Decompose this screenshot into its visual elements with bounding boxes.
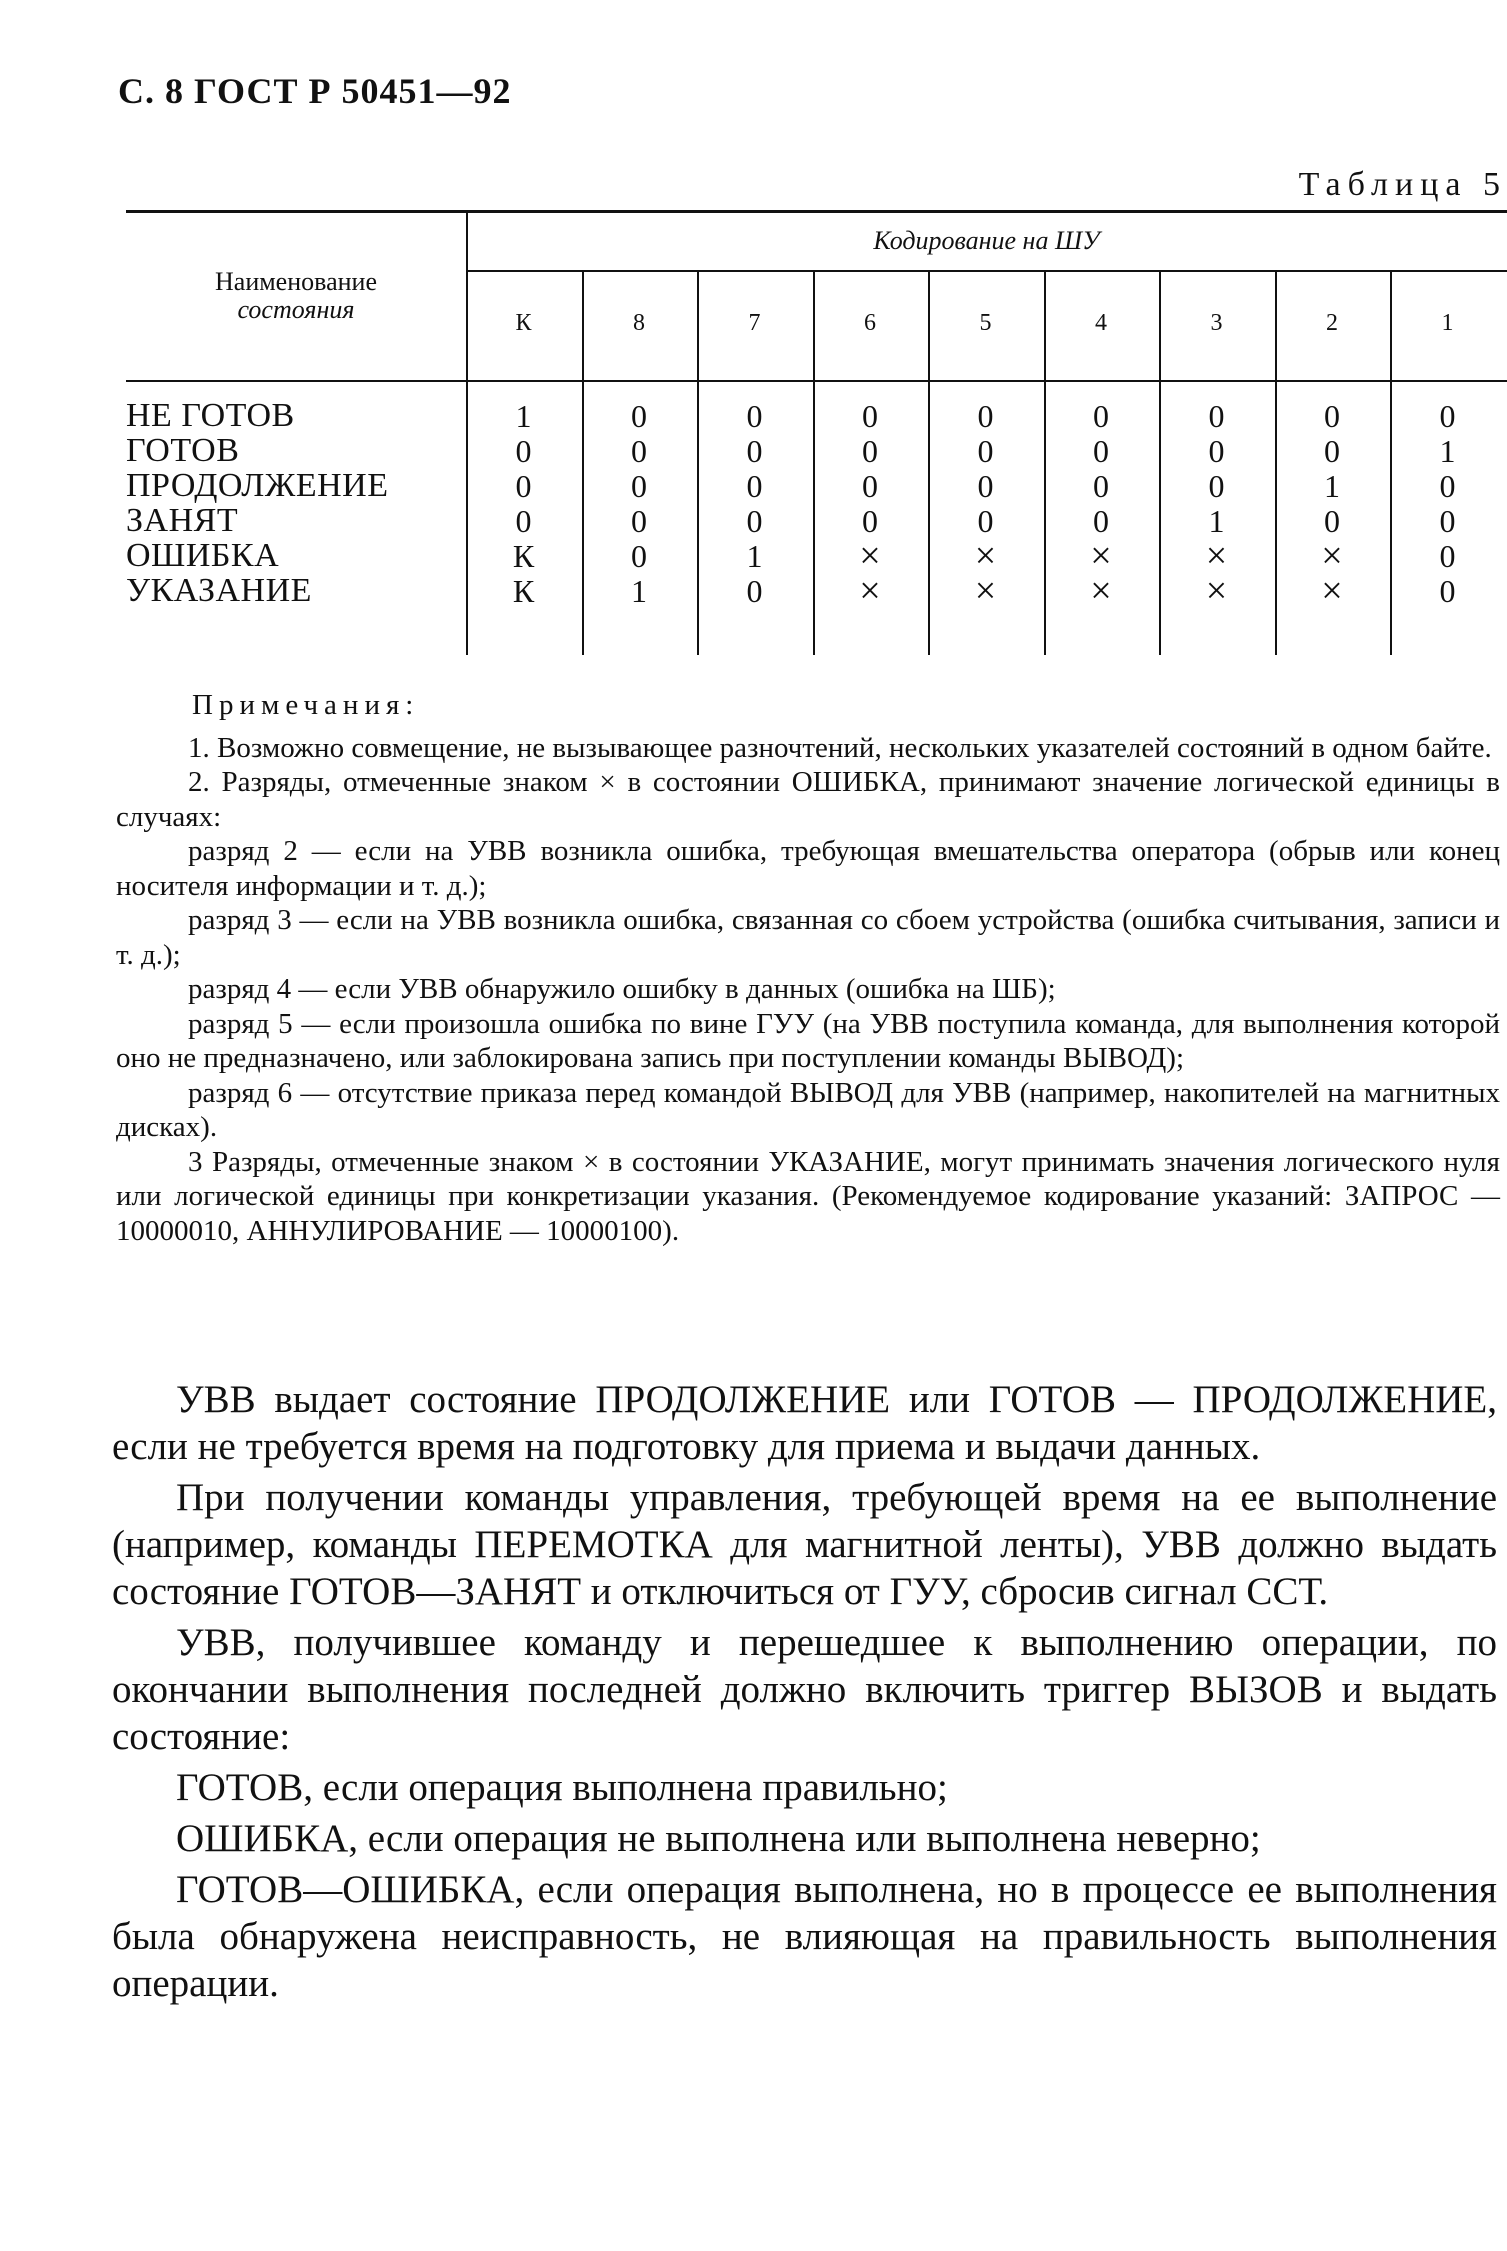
table-cell: × xyxy=(1321,570,1343,612)
table-cell: 0 xyxy=(1439,573,1456,609)
table-cell: × xyxy=(974,570,997,612)
table-cell: 0 xyxy=(862,398,878,434)
table-cell: 0 xyxy=(746,503,763,539)
body-paragraph-6: ГОТОВ—ОШИБКА, если операция выполнена, но в процессе ее выполнения была обнаружена неисправность, не влияющая на правильность выполнения операции. xyxy=(112,1868,1497,2005)
table-cell: 0 xyxy=(1093,433,1109,469)
table-cell: 0 xyxy=(1439,398,1456,434)
table-cell: 0 xyxy=(746,573,763,609)
table-cell: 0 xyxy=(515,468,532,504)
body-paragraph-3: УВВ, получившее команду и перешедшее к выполнению операции, по окончании выполнения последней должно включить триггер ВЫЗОВ и выдать состояние: xyxy=(112,1621,1497,1758)
table-row-label: ГОТОВ xyxy=(126,432,240,469)
note-1: 1. Возможно совмещение, не вызывающее разночтений, нескольких указателей состояний в одном байте. xyxy=(188,731,1492,764)
column-header-state-name-line1: Наименование xyxy=(215,267,377,296)
column-header-bit: 1 xyxy=(1441,310,1454,336)
table-cell: 0 xyxy=(1439,503,1456,539)
page-header: С. 8 ГОСТ Р 50451—92 xyxy=(118,71,512,111)
table-cell: 1 xyxy=(746,538,763,574)
table-cell: × xyxy=(859,570,881,612)
table-row-label: ЗАНЯТ xyxy=(126,502,239,539)
table-cell: × xyxy=(1321,535,1343,577)
column-header-bit: 4 xyxy=(1095,310,1107,336)
column-header-state-name xyxy=(126,268,466,324)
column-header-bit: 3 xyxy=(1210,310,1223,336)
table-cell: 0 xyxy=(1324,398,1340,434)
table-cell: 0 xyxy=(746,468,763,504)
table-row-label: НЕ ГОТОВ xyxy=(126,397,295,434)
table-row-label: УКАЗАНИЕ xyxy=(126,572,312,609)
table-cell: 0 xyxy=(631,398,647,434)
body-text xyxy=(112,1376,1497,2011)
table-cell: 0 xyxy=(1208,398,1225,434)
table-cell: 0 xyxy=(631,468,647,504)
note-2-bit-6: разряд 6 — отсутствие приказа перед командой ВЫВОД для УВВ (например, накопителей на магнитных дисках). xyxy=(116,1076,1500,1143)
table-cell: 0 xyxy=(1439,468,1456,504)
table-cell: 0 xyxy=(977,468,994,504)
table-cell: 0 xyxy=(977,398,994,434)
notes-title: Примечания: xyxy=(192,689,420,721)
table-cell: × xyxy=(974,535,997,577)
note-2-bit-5: разряд 5 — если произошла ошибка по вине ГУУ (на УВВ поступила команда, для выполнения которой оно не предназначено, или заблокирована запись при поступлении команды ВЫВОД); xyxy=(116,1007,1500,1074)
table-header-rule xyxy=(126,380,1507,382)
table-cell: 1 xyxy=(1439,433,1456,469)
table-cell: 0 xyxy=(977,503,994,539)
table-cell: 0 xyxy=(1208,433,1225,469)
table-cell: 0 xyxy=(631,433,647,469)
table-cell: 1 xyxy=(515,398,532,434)
note-2: 2. Разряды, отмеченные знаком × в состоянии ОШИБКА, принимают значение логической единицы в случаях: xyxy=(116,766,1500,833)
body-paragraph-2: При получении команды управления, требующей время на ее выполнение (например, команды ПЕРЕМОТКА для магнитной ленты), УВВ должно выдать состояние ГОТОВ—ЗАНЯТ и отключиться от ГУУ, сбросив сигнал ССТ. xyxy=(112,1476,1497,1613)
body-paragraph-4: ГОТОВ, если операция выполнена правильно; xyxy=(176,1766,948,1809)
table-cell: 0 xyxy=(1324,503,1340,539)
table-row-label: ОШИБКА xyxy=(126,537,280,574)
table-cell: 0 xyxy=(631,538,647,574)
note-2-bit-3: разряд 3 — если на УВВ возникла ошибка, связанная со сбоем устройства (ошибка считывания, записи и т. д.); xyxy=(116,904,1500,971)
body-paragraph-5: ОШИБКА, если операция не выполнена или выполнена неверно; xyxy=(176,1817,1261,1860)
table-cell: 0 xyxy=(1093,398,1109,434)
table-cell: 1 xyxy=(1324,468,1340,504)
column-header-bit: 2 xyxy=(1326,310,1338,336)
table-cell: 0 xyxy=(862,503,878,539)
table-cell: 0 xyxy=(977,433,994,469)
column-header-bit: 8 xyxy=(633,310,645,336)
table-title: Таблица 5 xyxy=(1298,166,1507,203)
column-header-bit: 5 xyxy=(979,310,992,336)
note-2-bit-2: разряд 2 — если на УВВ возникла ошибка, требующая вмешательства оператора (обрыв или конец носителя информации и т. д.); xyxy=(116,835,1500,902)
table-subheader-rule xyxy=(466,270,1507,272)
table-top-rule xyxy=(126,210,1507,213)
notes-section xyxy=(116,688,1500,1248)
table-cell: 0 xyxy=(746,398,763,434)
table-cell: 0 xyxy=(515,433,532,469)
table-cell: × xyxy=(1090,570,1112,612)
note-2-bit-4: разряд 4 — если УВВ обнаружило ошибку в данных (ошибка на ШБ); xyxy=(188,973,1056,1005)
column-header-coding: Кодирование на ШУ xyxy=(873,226,1100,255)
column-header-bit: 6 xyxy=(864,310,876,336)
table-cell: 0 xyxy=(746,433,763,469)
note-3: 3 Разряды, отмеченные знаком × в состоянии УКАЗАНИЕ, могут принимать значения логического нуля или логической единицы при конкретизации указания. (Рекомендуемое кодирование указаний: ЗАПРОС — 10000010, АННУЛИРОВАНИЕ — 10000100). xyxy=(116,1145,1500,1247)
table-cell: 0 xyxy=(862,468,878,504)
table-cell: 1 xyxy=(1208,503,1225,539)
table-cell: × xyxy=(859,535,881,577)
table-cell: 1 xyxy=(631,573,647,609)
table-cell: 0 xyxy=(515,503,532,539)
table-cell: К xyxy=(512,538,535,574)
table-cell: 0 xyxy=(1439,538,1456,574)
table-cell: 0 xyxy=(1208,468,1225,504)
table-cell: 0 xyxy=(1093,503,1109,539)
table-row-label: ПРОДОЛЖЕНИЕ xyxy=(126,467,389,504)
column-header-state-name-line2: состояния xyxy=(237,295,355,324)
table-cell: К xyxy=(512,573,535,609)
column-header-bit: 7 xyxy=(748,310,761,336)
table-cell: × xyxy=(1090,535,1112,577)
table-cell: 0 xyxy=(1093,468,1109,504)
table-cell: × xyxy=(1205,535,1228,577)
table-cell: 0 xyxy=(631,503,647,539)
column-header-bit: К xyxy=(515,310,532,336)
body-paragraph-1: УВВ выдает состояние ПРОДОЛЖЕНИЕ или ГОТОВ — ПРОДОЛЖЕНИЕ, если не требуется время на подготовку для приема и выдачи данных. xyxy=(112,1378,1497,1468)
table-cell: 0 xyxy=(1324,433,1340,469)
table-cell: 0 xyxy=(862,433,878,469)
table-cell: × xyxy=(1205,570,1228,612)
